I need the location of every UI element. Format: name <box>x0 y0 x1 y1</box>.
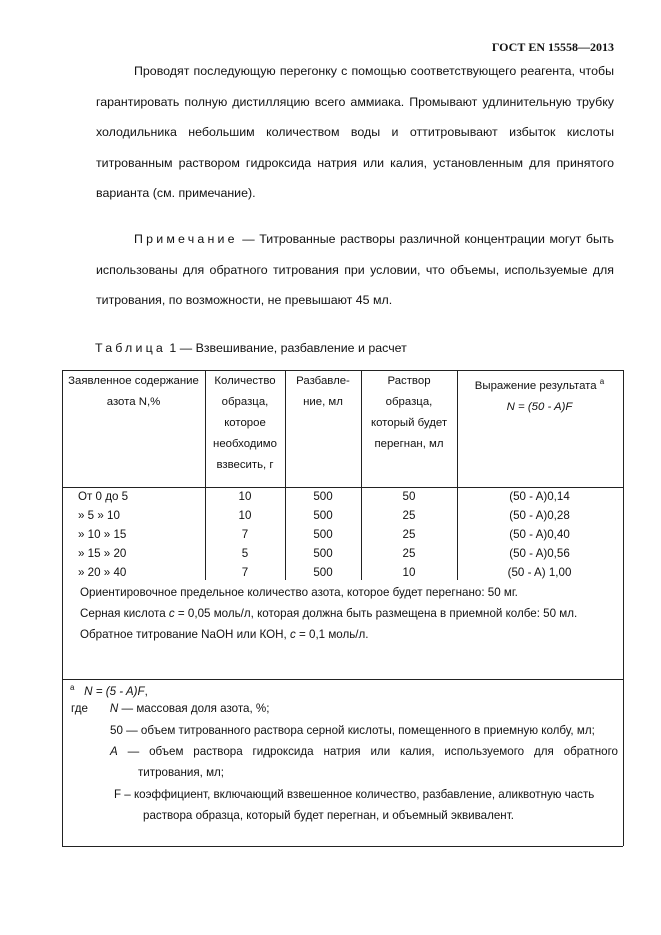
paragraph-distillation <box>96 56 614 209</box>
cell-formula: (50 - A)0,14 <box>509 490 570 503</box>
info-sulfuric-acid: Серная кислота с = 0,05 моль/л, которая должна быть размещена в приемной колбе: 50 мл. <box>80 607 578 620</box>
cell-formula: (50 - A)0,56 <box>509 547 570 560</box>
cell-formula: (50 - A)0,28 <box>509 509 570 522</box>
header-formula: N = (50 - A)F <box>506 400 573 413</box>
footnote-where-n: где N — массовая доля азота, %; <box>71 702 270 715</box>
header-distilled-solution: Раствор образца, который будет перегнан, мл <box>370 375 448 450</box>
table-bottom-rule <box>62 846 623 847</box>
note-label: Примечание <box>134 232 238 246</box>
cell-distilled: 25 <box>402 528 416 541</box>
cell-distilled: 10 <box>402 566 416 579</box>
table-caption-label: Таблица <box>95 341 166 355</box>
cell-formula: (50 - A)0,40 <box>509 528 570 541</box>
cell-dilution: 500 <box>313 490 333 503</box>
header-nitrogen-content: Заявленное содержание азота N,% <box>68 375 199 408</box>
header-result-expression: Выражение результата $^а$ N = (50 - A)F <box>474 377 605 413</box>
cell-nitrogen-range: От 0 до 5 <box>78 490 129 503</box>
cell-distilled: 50 <box>402 490 416 503</box>
cell-sample-mass: 5 <box>241 547 249 560</box>
info-nitrogen-limit: Ориентировочное предельное количество азота, которое будет перегнано: 50 мг. <box>80 586 518 599</box>
footnote-f-cont: раствора образца, который будет перегнан, и объемный эквивалент. <box>143 809 514 822</box>
info-back-titration: Обратное титрование NaOH или КОН, с = 0,1 моль/л. <box>80 628 369 641</box>
table-caption <box>95 341 407 355</box>
cell-nitrogen-range: » 5 » 10 <box>78 509 120 522</box>
table-caption-text: 1 — Взвешивание, разбавление и расчет <box>165 341 407 355</box>
footnote-v50: 50 — объем титрованного раствора серной кислоты, помещенного в приемную колбу, мл; <box>110 724 595 737</box>
cell-dilution: 500 <box>313 509 333 522</box>
footnote-a: А — объем раствора гидроксида натрия или калия, используемого для обратного <box>110 745 618 758</box>
footnote-formula: $^a$ N = (5 - A)F, <box>70 683 148 698</box>
cell-dilution: 500 <box>313 528 333 541</box>
note-text: — Титрованные растворы различной концентрации могут быть использованы для обратного титрования при условии, что объемы, используемые для титрования, по возможности, не превышают 45 мл. <box>96 232 614 307</box>
cell-nitrogen-range: » 20 » 40 <box>78 566 127 579</box>
note-paragraph <box>96 224 614 316</box>
cell-distilled: 25 <box>402 509 416 522</box>
cell-dilution: 500 <box>313 547 333 560</box>
cell-sample-mass: 10 <box>238 490 252 503</box>
cell-nitrogen-range: » 10 » 15 <box>78 528 127 541</box>
paragraph-text: Проводят последующую перегонку с помощью соответствующего реагента, чтобы гарантировать полную дистилляцию всего аммиака. Промывают удлинительную трубку холодильника небольшим количеством воды и оттитровывают избыток кислоты титрованным раствором гидроксида натрия или калия, установленным для принятого варианта (см. примечание). <box>96 64 614 200</box>
cell-dilution: 500 <box>313 566 333 579</box>
footnote-f: F – коэффициент, включающий взвешенное количество, разбавление, аликвотную часть <box>114 788 595 801</box>
cell-sample-mass: 10 <box>238 509 252 522</box>
cell-sample-mass: 7 <box>241 528 249 541</box>
document-code: ГОСТ EN 15558—2013 <box>491 40 614 54</box>
footnote-a-cont: титрования, мл; <box>138 766 225 779</box>
cell-nitrogen-range: » 15 » 20 <box>78 547 127 560</box>
cell-formula: (50 - A) 1,00 <box>507 566 572 579</box>
header-dilution: Разбавле- ние, мл <box>296 375 350 408</box>
footnote-mark: а <box>599 377 605 386</box>
cell-sample-mass: 7 <box>241 566 249 579</box>
header-sample-mass: Количество образца, которое необходимо взвесить, г <box>213 375 277 471</box>
cell-distilled: 25 <box>402 547 416 560</box>
